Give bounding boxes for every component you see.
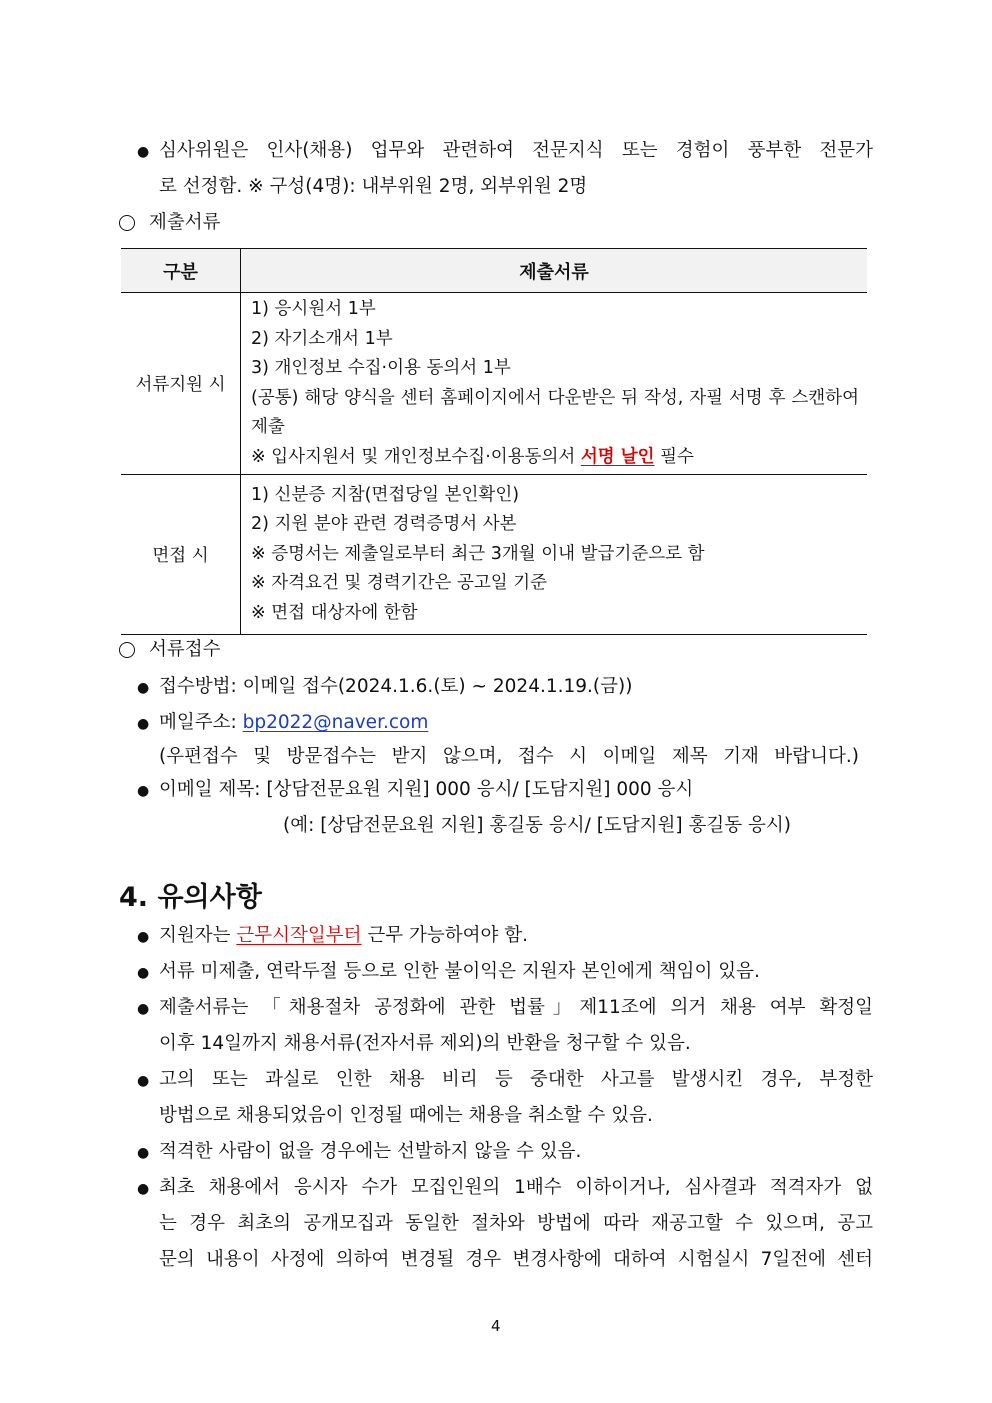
note-item-4-line-2: 방법으로 채용되었음이 인정될 때에는 채용을 취소할 수 있음.: [159, 1105, 653, 1126]
note-highlight: 서명 날인: [580, 446, 655, 467]
note-item-3-line-2: 이후 14일까지 채용서류(전자서류 제외)의 반환을 청구할 수 있음.: [159, 1033, 691, 1054]
row-category: 면접 시: [121, 475, 241, 635]
note-suffix: 필수: [654, 446, 694, 467]
table-row: [121, 293, 867, 475]
note-item-1: [159, 923, 528, 949]
row-documents: [241, 475, 868, 635]
intro-line-1: 심사위원은 인사(채용) 업무와 관련하여 전문지식 또는 경험이 풍부한 전문가: [159, 140, 873, 161]
list-item: 1) 응시원서 1부: [251, 299, 376, 319]
documents-table: [121, 248, 867, 635]
page-number: 4: [491, 1317, 501, 1335]
section-circle-icon: [119, 642, 135, 658]
reception-section-title: 서류접수: [149, 639, 221, 660]
section-circle-icon: [119, 215, 135, 231]
reception-method: 접수방법: 이메일 접수(2024.1.6.(토) ~ 2024.1.19.(금)): [159, 676, 633, 697]
list-item: (공통) 해당 양식을 센터 홈페이지에서 다운받은 뒤 작성, 자필 서명 후 스캔하여 제출: [251, 387, 859, 437]
header-category: 구분: [121, 249, 241, 293]
list-item: 3) 개인정보 수집·이용 동의서 1부: [251, 358, 511, 378]
header-documents: 제출서류: [241, 249, 868, 293]
bullet-dot: ●: [137, 716, 150, 732]
email-label: 메일주소:: [159, 712, 243, 733]
note-item-3-line-1: 제출서류는 「채용절차 공정화에 관한 법률」제11조에 의거 채용 여부 확정일: [159, 997, 873, 1018]
table-header-row: [121, 249, 867, 293]
note-item-1-suffix: 근무 가능하여야 함.: [361, 925, 528, 946]
documents-section-title: 제출서류: [149, 212, 221, 233]
note-item-6-line-3: 문의 내용이 사정에 의하여 변경될 경우 변경사항에 대하여 시험실시 7일전에 센터: [159, 1249, 873, 1270]
note-item-1-highlight: 근무시작일부터: [236, 925, 362, 946]
list-item: 2) 지원 분야 관련 경력증명서 사본: [251, 514, 517, 535]
list-item: 1) 신분증 지참(면접당일 본인확인): [251, 484, 520, 505]
bullet-dot: ●: [137, 929, 150, 945]
bullet-dot: ●: [137, 1001, 150, 1017]
note-item-5: 적격한 사람이 없을 경우에는 선발하지 않을 수 있음.: [159, 1141, 582, 1162]
note-item-2: 서류 미제출, 연락두절 등으로 인한 불이익은 지원자 본인에게 책임이 있음.: [159, 961, 760, 982]
bullet-dot: ●: [137, 1073, 150, 1089]
reception-subject: 이메일 제목: [상담전문요원 지원] 000 응시/ [도담지원] 000 응시: [159, 779, 694, 800]
list-item: ※ 증명서는 제출일로부터 최근 3개월 이내 발급기준으로 함: [251, 543, 705, 564]
bullet-dot: ●: [137, 965, 150, 981]
row-category: 서류지원 시: [121, 293, 241, 475]
note-item-4-line-1: 고의 또는 과실로 인한 채용 비리 등 중대한 사고를 발생시킨 경우, 부정한: [159, 1069, 873, 1090]
bullet-dot: ●: [137, 783, 150, 799]
list-item: ※ 면접 대상자에 한함: [251, 602, 418, 623]
bullet-dot: ●: [137, 1181, 150, 1197]
list-item: 2) 자기소개서 1부: [251, 328, 393, 349]
reception-email-note: (우편접수 및 방문접수는 받지 않으며, 접수 시 이메일 제목 기재 바랍니다.): [159, 746, 859, 767]
list-item-note: [251, 443, 859, 473]
reception-subject-example: (예: [상담전문요원 지원] 홍길동 응시/ [도담지원] 홍길동 응시): [283, 815, 791, 836]
notes-heading: 4. 유의사항: [119, 882, 262, 913]
reception-email-line: [159, 710, 428, 736]
intro-line-2: 로 선정함. ※ 구성(4명): 내부위원 2명, 외부위원 2명: [159, 176, 588, 197]
note-prefix: ※ 입사지원서 및 개인정보수집·이용동의서: [251, 446, 581, 467]
list-item: ※ 자격요건 및 경력기간은 공고일 기준: [251, 573, 548, 594]
row-documents: [241, 293, 868, 475]
note-item-6-line-1: 최초 채용에서 응시자 수가 모집인원의 1배수 이하이거나, 심사결과 적격자가 없: [159, 1177, 873, 1198]
note-item-1-prefix: 지원자는: [159, 925, 237, 946]
note-item-6-line-2: 는 경우 최초의 공개모집과 동일한 절차와 방법에 따라 재공고할 수 있으며, 공고: [159, 1213, 873, 1234]
bullet-dot: ●: [137, 144, 150, 160]
bullet-dot: ●: [137, 1145, 150, 1161]
email-link[interactable]: bp2022@naver.com: [242, 712, 429, 733]
table-row: [121, 475, 867, 635]
bullet-dot: ●: [137, 680, 150, 696]
